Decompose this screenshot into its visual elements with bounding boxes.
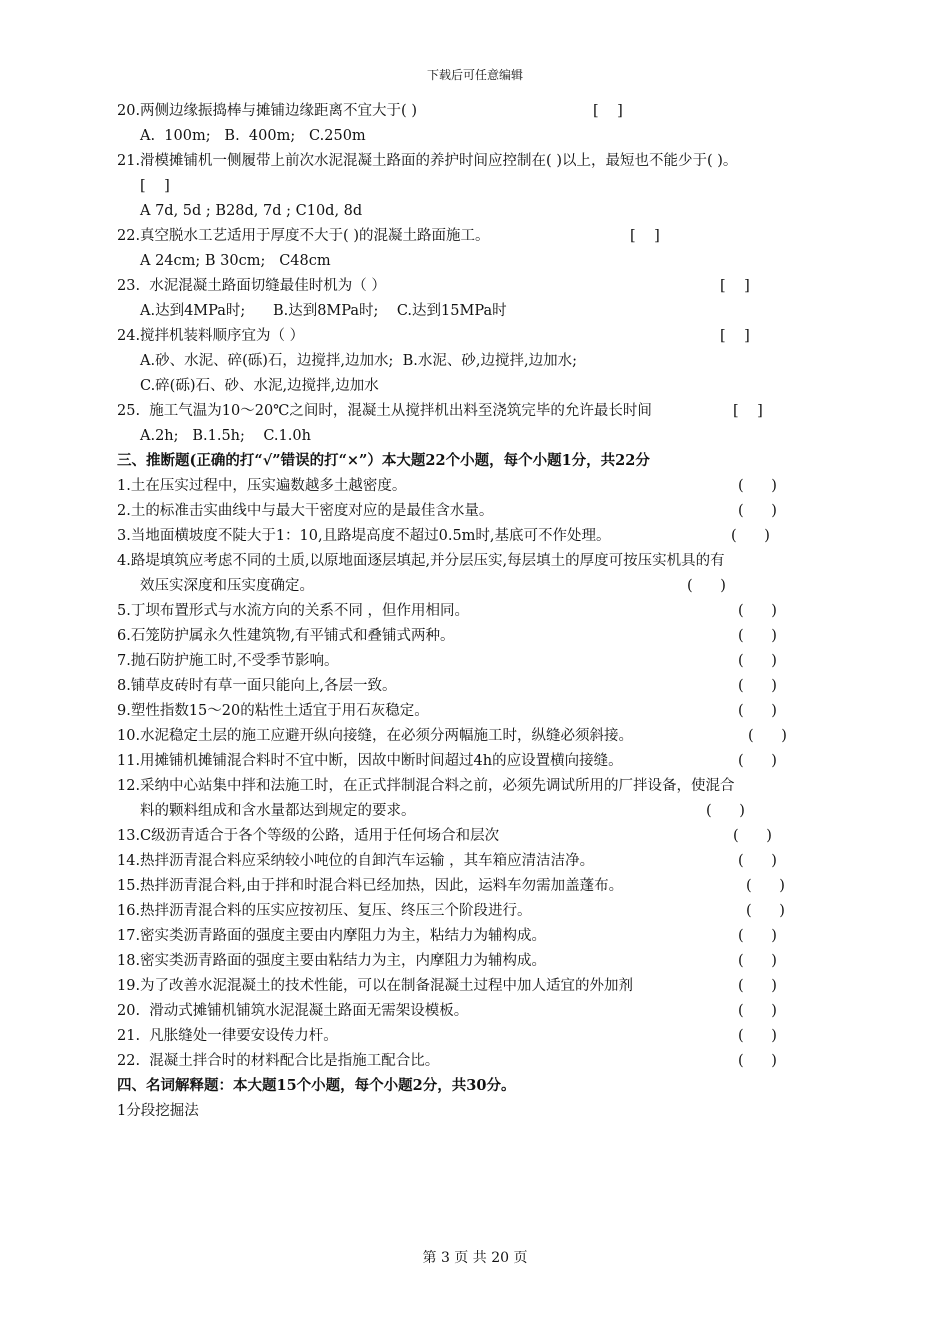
tf-answer-paren: ( ) — [738, 1003, 777, 1019]
tf-question-19: 19.为了改善水泥混凝土的技术性能，可以在制备混凝土过程中加人适宜的外加剂 — [117, 978, 634, 994]
question-25: 25. 施工气温为10～20℃之间时，混凝土从搅拌机出料至浇筑完毕的允许最长时间 — [117, 403, 652, 419]
tf-question-6: 6.石笼防护属永久性建筑物,有平铺式和叠铺式两种。 — [117, 628, 455, 644]
tf-answer-paren: ( ) — [738, 703, 777, 719]
tf-answer-paren: ( ) — [738, 978, 777, 994]
tf-question-20: 20. 滑动式摊铺机铺筑水泥混凝土路面无需架设模板。 — [117, 1003, 469, 1019]
section-3-title: 三、推断题(正确的打“√”错误的打“×”）本大题22个小题，每个小题1分，共22分 — [117, 452, 650, 469]
tf-answer-paren: ( ) — [738, 853, 777, 869]
answer-bracket-22: [ ] — [630, 228, 660, 244]
tf-answer-paren: ( ) — [738, 678, 777, 694]
tf-question-9: 9.塑性指数15～20的粘性土适宜于用石灰稳定。 — [117, 703, 429, 719]
options-20: A. 100m; B. 400m; C.250m — [140, 128, 366, 144]
tf-question-16: 16.热拌沥青混合料的压实应按初压、复压、终压三个阶段进行。 — [117, 903, 532, 919]
tf-answer-paren: ( ) — [738, 653, 777, 669]
tf-question-15: 15.热拌沥青混合料,由于拌和时混合料已经加热，因此，运料车勿需加盖蓬布。 — [117, 878, 624, 894]
tf-answer-paren: ( ) — [738, 928, 777, 944]
tf-question-22: 22. 混凝土拌合时的材料配合比是指施工配合比。 — [117, 1053, 440, 1069]
tf-question-14: 14.热拌沥青混合料应采纳较小吨位的自卸汽车运输 ，其车箱应清洁洁净。 — [117, 853, 595, 869]
tf-answer-paren: ( ) — [687, 578, 726, 594]
term-1: 1分段挖掘法 — [117, 1103, 199, 1119]
answer-bracket-20: [ ] — [593, 103, 623, 119]
tf-answer-paren: ( ) — [731, 528, 770, 544]
tf-answer-paren: ( ) — [738, 953, 777, 969]
question-23: 23. 水泥混凝土路面切缝最佳时机为（ ） — [117, 278, 386, 294]
tf-question-4: 4.路堤填筑应考虑不同的土质,以原地面逐层填起,并分层压实,每层填土的厚度可按压实机具的有 — [117, 553, 725, 569]
question-24: 24.搅拌机装料顺序宜为（ ） — [117, 328, 305, 344]
tf-question-2: 2.土的标准击实曲线中与最大干密度对应的是最佳含水量。 — [117, 503, 494, 519]
options-24-line1: A.砂、水泥、碎(砾)石，边搅拌,边加水; B.水泥、砂,边搅拌,边加水; — [140, 353, 577, 369]
answer-bracket-25: [ ] — [733, 403, 763, 419]
tf-answer-paren: ( ) — [738, 1028, 777, 1044]
tf-question-1: 1.土在压实过程中，压实遍数越多土越密度。 — [117, 478, 407, 494]
tf-question-10: 10.水泥稳定土层的施工应避开纵向接缝，在必须分两幅施工时，纵缝必须斜接。 — [117, 728, 634, 744]
options-21: A 7d, 5d ; B28d, 7d ; C10d, 8d — [140, 203, 363, 219]
question-21: 21.滑模摊铺机一侧履带上前次水泥混凝土路面的养护时间应控制在( )以上，最短也不能少于( )。 — [117, 153, 738, 169]
tf-answer-paren: ( ) — [738, 603, 777, 619]
options-24-line2: C.碎(砾)石、砂、水泥,边搅拌,边加水 — [140, 378, 379, 394]
page-header: 下载后可任意编辑 — [426, 68, 523, 82]
answer-bracket-23: [ ] — [720, 278, 750, 294]
tf-question-3: 3.当地面横坡度不陡大于1：10,且路堤高度不超过0.5m时,基底可不作处理。 — [117, 528, 611, 544]
options-22: A 24cm; B 30cm; C48cm — [140, 253, 331, 269]
tf-answer-paren: ( ) — [746, 878, 785, 894]
tf-answer-paren: ( ) — [738, 628, 777, 644]
answer-bracket-21: [ ] — [140, 178, 170, 194]
tf-question-12: 12.采纳中心站集中拌和法施工时，在正式拌制混合料之前，必须先调试所用的厂拌设备，使混合 — [117, 778, 735, 794]
tf-answer-paren: ( ) — [748, 728, 787, 744]
tf-question-5: 5.丁坝布置形式与水流方向的关系不同 ，但作用相同。 — [117, 603, 469, 619]
tf-question-11: 11.用摊铺机摊铺混合料时不宜中断，因故中断时间超过4h的应设置横向接缝。 — [117, 753, 623, 769]
tf-answer-paren: ( ) — [738, 753, 777, 769]
tf-answer-paren: ( ) — [738, 1053, 777, 1069]
tf-question-18: 18.密实类沥青路面的强度主要由粘结力为主，内摩阻力为辅构成。 — [117, 953, 547, 969]
tf-answer-paren: ( ) — [738, 478, 777, 494]
answer-bracket-24: [ ] — [720, 328, 750, 344]
tf-question-13: 13.C级沥青适合于各个等级的公路，适用于任何场合和层次 — [117, 828, 500, 844]
tf-question-17: 17.密实类沥青路面的强度主要由内摩阻力为主，粘结力为辅构成。 — [117, 928, 547, 944]
tf-question-7: 7.抛石防护施工时,不受季节影响。 — [117, 653, 339, 669]
tf-question-8: 8.铺草皮砖时有草一面只能向上,各层一致。 — [117, 678, 397, 694]
question-22: 22.真空脱水工艺适用于厚度不大于( )的混凝土路面施工。 — [117, 228, 490, 244]
section-4-title: 四、名词解释题：本大题15个小题，每个小题2分，共30分。 — [117, 1077, 516, 1094]
options-23: A.达到4MPa时; B.达到8MPa时; C.达到15MPa时 — [140, 303, 507, 319]
options-25: A.2h; B.1.5h; C.1.0h — [140, 428, 311, 444]
tf-answer-paren: ( ) — [733, 828, 772, 844]
tf-question-4-cont: 效压实深度和压实度确定。 — [140, 578, 314, 594]
tf-answer-paren: ( ) — [738, 503, 777, 519]
tf-question-21: 21. 凡胀缝处一律要安设传力杆。 — [117, 1028, 338, 1044]
page-footer: 第 3 页 共 20 页 — [422, 1250, 528, 1266]
tf-answer-paren: ( ) — [746, 903, 785, 919]
tf-answer-paren: ( ) — [706, 803, 745, 819]
tf-question-12-cont: 料的颗料组成和含水量都达到规定的要求。 — [140, 803, 416, 819]
question-20: 20.两侧边缘振捣棒与摊铺边缘距离不宜大于( ) — [117, 103, 417, 119]
